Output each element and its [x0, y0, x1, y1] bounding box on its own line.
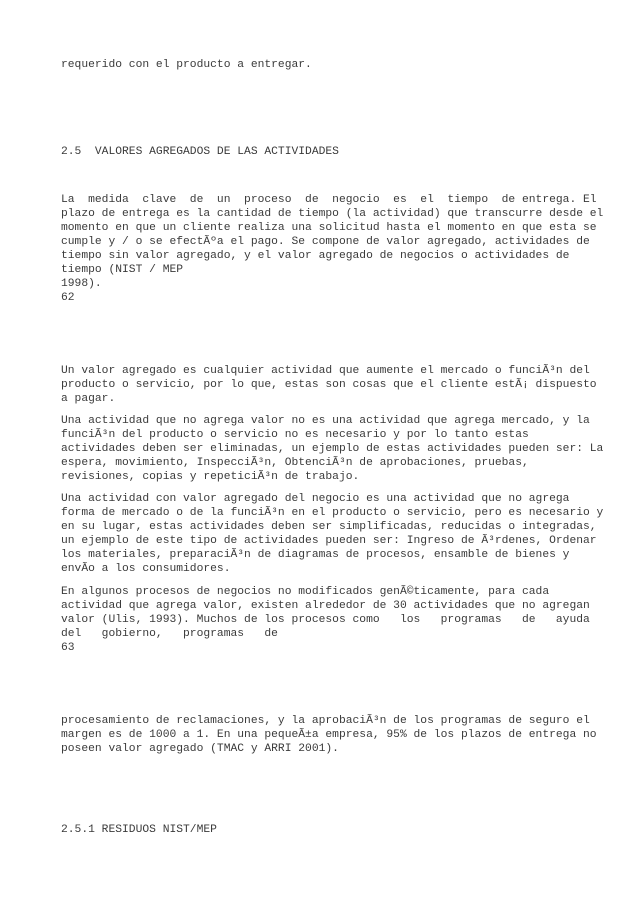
text-line: cumple y / o se efectÃºa el pago. Se compone de valor agregado, actividades de — [61, 236, 590, 248]
text-line: del gobierno, programas de — [61, 628, 278, 640]
text-line: valor (Ulis, 1993). Muchos de los procesos como los programas de ayuda — [61, 614, 590, 626]
text-line: a pagar. — [61, 393, 116, 405]
text-line: En algunos procesos de negocios no modificados genÃ©ticamente, para cada — [61, 586, 550, 598]
page-number: 62 — [61, 292, 75, 304]
text-line: revisiones, copias y repeticiÃ³n de trabajo. — [61, 471, 360, 483]
section-heading: 2.5.1 RESIDUOS NIST/MEP — [61, 824, 217, 836]
text-line: La medida clave de un proceso de negocio es el tiempo de entrega. El — [61, 194, 597, 206]
text-line: Un valor agregado es cualquier actividad que aumente el mercado o funciÃ³n del — [61, 365, 590, 377]
section-heading: 2.5 VALORES AGREGADOS DE LAS ACTIVIDADES — [61, 146, 339, 158]
text-line: envÃo a los consumidores. — [61, 563, 231, 575]
text-line: Una actividad que no agrega valor no es una actividad que agrega mercado, y la — [61, 415, 590, 427]
page-number: 63 — [61, 642, 75, 654]
text-line: 1998). — [61, 278, 102, 290]
text-line: funciÃ³n del producto o servicio no es necesario y por lo tanto estas — [61, 429, 529, 441]
text-line: plazo de entrega es la cantidad de tiempo (la actividad) que transcurre desde el — [61, 208, 604, 220]
text-line: producto o servicio, por lo que, estas son cosas que el cliente estÃ¡ dispuesto — [61, 379, 597, 391]
text-line: tiempo (NIST / MEP — [61, 264, 184, 276]
text-line: margen es de 1000 a 1. En una pequeÃ±a empresa, 95% de los plazos de entrega no — [61, 729, 597, 741]
text-line: forma de mercado o de la funciÃ³n en el producto o servicio, pero es necesario y — [61, 507, 604, 519]
text-line: actividad que agrega valor, existen alrededor de 30 actividades que no agregan — [61, 600, 590, 612]
text-line: momento en que un cliente realiza una solicitud hasta el momento en que esta se — [61, 222, 597, 234]
text-line: requerido con el producto a entregar. — [61, 59, 312, 71]
text-line: tiempo sin valor agregado, y el valor agregado de negocios o actividades de — [61, 250, 570, 262]
text-line: poseen valor agregado (TMAC y ARRI 2001). — [61, 743, 339, 755]
text-line: los materiales, preparaciÃ³n de diagramas de procesos, ensamble de bienes y — [61, 549, 570, 561]
text-line: un ejemplo de este tipo de actividades pueden ser: Ingreso de Ã³rdenes, Ordenar — [61, 535, 597, 547]
text-line: en su lugar, estas actividades deben ser simplificadas, reducidas o integradas, — [61, 521, 597, 533]
text-line: Una actividad con valor agregado del negocio es una actividad que no agrega — [61, 493, 570, 505]
text-line: espera, movimiento, InspecciÃ³n, ObtenciÃ³n de aprobaciones, pruebas, — [61, 457, 529, 469]
text-line: procesamiento de reclamaciones, y la aprobaciÃ³n de los programas de seguro el — [61, 715, 590, 727]
text-line: actividades deben ser eliminadas, un ejemplo de estas actividades pueden ser: La — [61, 443, 604, 455]
